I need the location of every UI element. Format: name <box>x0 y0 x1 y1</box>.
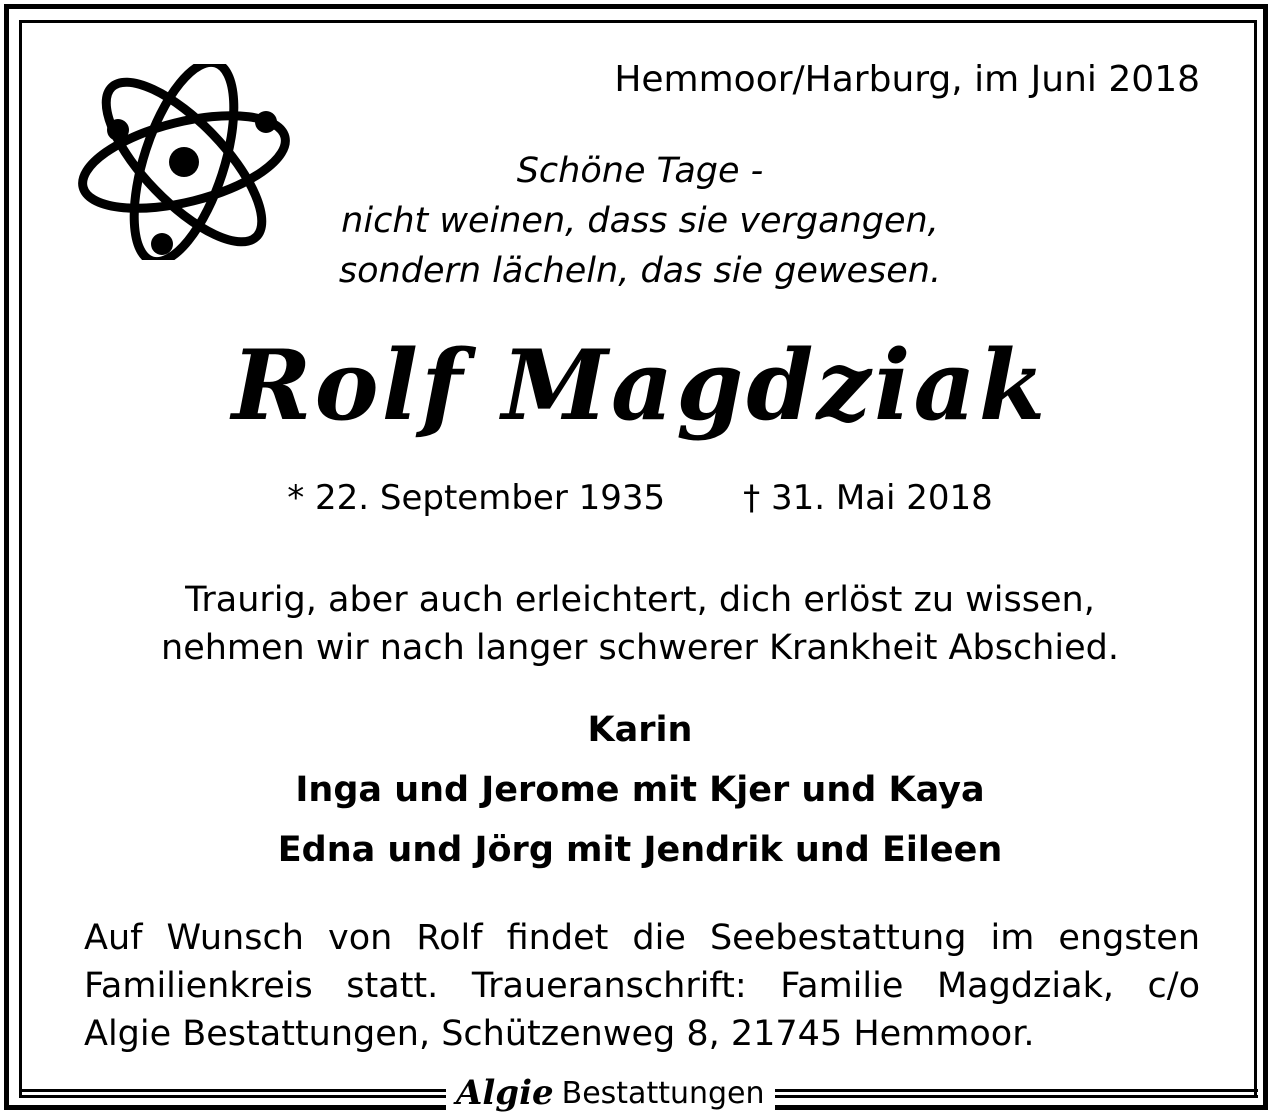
birth-date: * 22. September 1935 <box>287 478 666 518</box>
brand-name: Algie <box>456 1073 554 1113</box>
notice-line: Auf Wunsch von Rolf findet die Seebestattung im engsten <box>84 918 1200 958</box>
funeral-home-logo <box>446 1072 775 1114</box>
quote-line: Schöne Tage - <box>516 151 764 191</box>
family-line: Karin <box>587 710 693 750</box>
quote-line: sondern lächeln, das sie gewesen. <box>338 251 942 291</box>
family-line: Edna und Jörg mit Jendrik und Eileen <box>277 830 1003 870</box>
family-line: Inga und Jerome mit Kjer und Kaya <box>295 770 985 810</box>
place-date: Hemmoor/Harburg, im Juni 2018 <box>614 59 1200 100</box>
quote-line: nicht weinen, dass sie vergangen, <box>341 201 939 241</box>
quote <box>300 146 980 296</box>
mourning-message <box>0 576 1280 672</box>
life-dates <box>0 474 1280 522</box>
brand-suffix: Bestattungen <box>561 1075 765 1111</box>
death-date: † 31. Mai 2018 <box>743 478 993 518</box>
message-line: nehmen wir nach langer schwerer Krankheit Abschied. <box>161 628 1119 668</box>
family-names <box>0 700 1280 880</box>
notice-line: Familienkreis statt. Traueranschrift: Familie Magdziak, c/o <box>84 966 1200 1006</box>
footer <box>0 1068 1280 1118</box>
message-line: Traurig, aber auch erleichtert, dich erlöst zu wissen, <box>185 580 1095 620</box>
deceased-name: Rolf Magdziak <box>231 329 1049 442</box>
notice-line: Algie Bestattungen, Schützenweg 8, 21745 Hemmoor. <box>84 1014 1035 1054</box>
funeral-notice <box>84 914 1200 1058</box>
atom-icon <box>74 64 298 260</box>
